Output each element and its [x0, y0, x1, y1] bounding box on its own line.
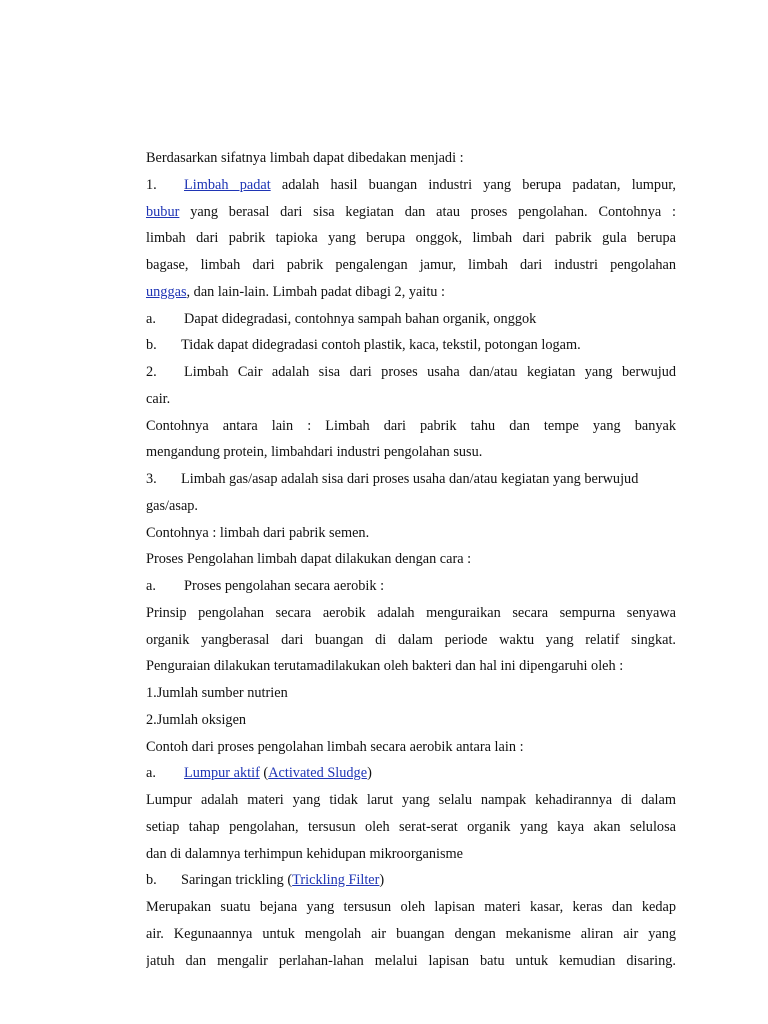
lumpur-desc-line-1: Lumpur adalah materi yang tidak larut yang selalu nampak kehadirannya di dalam — [146, 792, 676, 808]
item3-line-2: gas/asap. — [146, 497, 199, 514]
saringan-desc-line-1: Merupakan suatu bejana yang tersusun oleh lapisan materi kasar, keras dan kedap — [146, 899, 676, 915]
contoh-aerobik-line: Contoh dari proses pengolahan limbah secara aerobik antara lain : — [146, 738, 524, 755]
item1-text-b: yang berasal dari sisa kegiatan dan atau proses pengolahan. Contohnya : — [190, 203, 676, 220]
saringan-text: Saringan trickling ( — [181, 872, 293, 889]
proses-a-marker: a. — [146, 578, 156, 594]
sub-b-text: Tidak dapat didegradasi contoh plastik, kaca, tekstil, potongan logam. — [181, 337, 581, 354]
saringan-paren-close: ) — [379, 872, 385, 889]
sub-b-marker: b. — [146, 337, 157, 354]
intro-line: Berdasarkan sifatnya limbah dapat dibedakan menjadi : — [146, 150, 464, 166]
lumpur-aktif-line — [146, 760, 676, 787]
link-activated-sludge[interactable]: Activated Sludge — [268, 765, 368, 782]
prinsip-line-1: Prinsip pengolahan secara aerobik adalah menguraikan secara sempurna senyawa — [146, 604, 676, 621]
sub-item-b — [146, 332, 676, 359]
lumpur-desc-line-2: setiap tahap pengolahan, tersusun oleh serat-serat organik yang kaya akan selulosa — [146, 818, 676, 835]
lumpur-marker: a. — [146, 765, 156, 782]
saringan-desc-line-3: jatuh dan mengalir perlahan-lahan melalui lapisan batu untuk kemudian disaring. — [146, 952, 676, 969]
item2-line-1 — [146, 359, 676, 386]
contoh2-line-2: mengandung protein, limbahdari industri pengolahan susu. — [146, 444, 483, 461]
lumpur-desc-line-3: dan di dalamnya terhimpun kehidupan mikroorganisme — [146, 845, 463, 862]
item1-line-2 — [146, 199, 676, 226]
item2-text-a: Limbah Cair adalah sisa dari proses usaha dan/atau kegiatan yang berwujud — [184, 364, 676, 380]
item3-text-a: Limbah gas/asap adalah sisa dari proses usaha dan/atau kegiatan yang berwujud — [181, 471, 639, 487]
faktor-2-line: 2.Jumlah oksigen — [146, 711, 247, 728]
link-lumpur-aktif[interactable]: Lumpur aktif — [184, 765, 260, 782]
sub-a-marker: a. — [146, 310, 156, 327]
saringan-marker: b. — [146, 872, 157, 889]
prinsip-line-3: Penguraian dilakukan terutamadilakukan oleh bakteri dan hal ini dipengaruhi oleh : — [146, 658, 624, 675]
link-unggas[interactable]: unggas — [146, 283, 187, 300]
item1-text-a: adalah hasil buangan industri yang berupa padatan, lumpur, — [281, 176, 676, 193]
item2-number: 2. — [146, 364, 157, 380]
item1-text-e: , dan lain-lain. Limbah padat dibagi 2, yaitu : — [186, 283, 445, 300]
contoh2-line-1: Contohnya antara lain : Limbah dari pabrik tahu dan tempe yang banyak — [146, 417, 676, 434]
item3-number: 3. — [146, 471, 157, 487]
item1-number: 1. — [146, 176, 157, 193]
contoh3-line: Contohnya : limbah dari pabrik semen. — [146, 524, 370, 541]
prinsip-line-2: organik yangberasal dari buangan di dalam periode waktu yang relatif singkat. — [146, 631, 676, 648]
lumpur-paren-close: ) — [367, 765, 372, 782]
link-trickling-filter[interactable]: Trickling Filter — [292, 872, 380, 889]
proses-a-text: Proses pengolahan secara aerobik : — [184, 578, 385, 594]
item2-line-2: cair. — [146, 390, 171, 407]
item1-line-4: bagase, limbah dari pabrik pengalengan jamur, limbah dari industri pengolahan — [146, 257, 676, 273]
proses-a-line — [146, 573, 676, 600]
item1-line-3: limbah dari pabrik tapioka yang berupa onggok, limbah dari pabrik gula berupa — [146, 230, 676, 247]
link-bubur[interactable]: bubur — [146, 203, 180, 220]
sub-a-text: Dapat didegradasi, contohnya sampah bahan organik, onggok — [184, 310, 537, 327]
saringan-line — [146, 867, 676, 894]
saringan-desc-line-2: air. Kegunaannya untuk mengolah air buangan dengan mekanisme aliran air yang — [146, 925, 676, 942]
item1-line-1 — [146, 172, 676, 199]
proses-intro-line: Proses Pengolahan limbah dapat dilakukan dengan cara : — [146, 551, 472, 568]
faktor-1-line: 1.Jumlah sumber nutrien — [146, 685, 288, 701]
item3-line-1 — [146, 466, 676, 493]
lumpur-paren-open: ( — [263, 765, 269, 782]
item1-line-5 — [146, 279, 676, 306]
link-limbah-padat[interactable]: Limbah padat — [184, 176, 271, 193]
sub-item-a — [146, 306, 676, 333]
document-page — [146, 145, 676, 974]
